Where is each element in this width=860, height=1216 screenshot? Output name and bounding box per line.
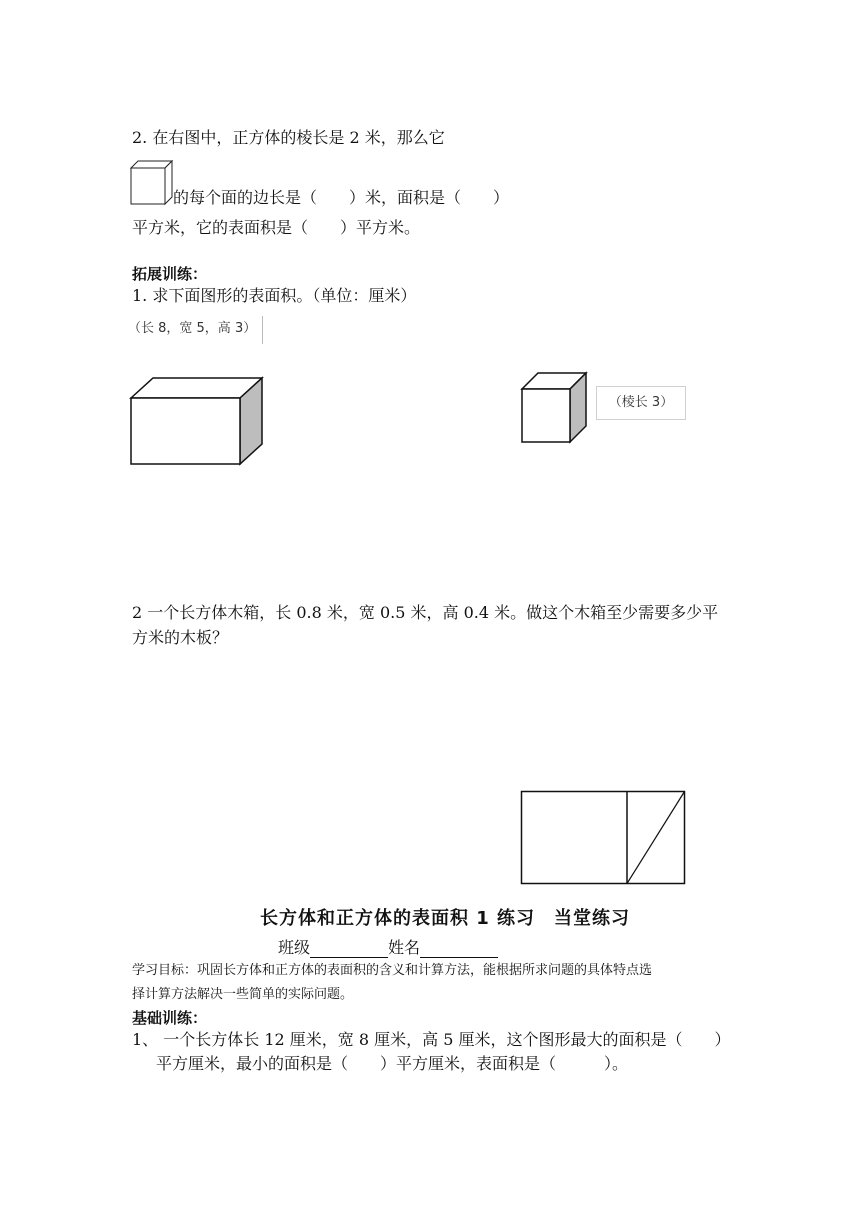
goal-line1: 学习目标：巩固长方体和正方体的表面积的含义和计算方法，能根据所求问题的具体特点选 [132,963,653,978]
basic-q1-line1: 1、 一个长方体长 12 厘米，宽 8 厘米，高 5 厘米，这个图形最大的面积是（ ） [132,1030,731,1049]
basic-heading: 基础训练： [132,1009,208,1027]
goal-line2: 择计算方法解决一些简单的实际问题。 [132,987,354,1002]
class-label: 班级 [278,938,311,957]
name-label: 姓名 [388,938,421,957]
divided-rectangle-figure [520,790,686,886]
small-cube-figure [130,160,174,206]
class-name-row [278,938,498,958]
cube-edge-label: （棱长 3） [596,386,686,420]
extend-heading: 拓展训练： [132,265,208,283]
cuboid-figure [129,376,265,468]
q2-line2: 的每个面的边长是（ ）米，面积是（ ） [173,188,510,207]
q2-line1: 2. 在右图中，正方体的棱长是 2 米，那么它 [132,128,445,147]
extend-q2-line1: 2 一个长方体木箱，长 0.8 米，宽 0.5 米，高 0.4 米。做这个木箱至少需要多少平 [132,603,719,622]
extend-q2-line2: 方米的木板？ [132,628,229,647]
cuboid-dimension-label: （长 8，宽 5，高 3） [128,316,263,344]
name-blank[interactable] [420,939,498,958]
extend-q1: 1. 求下面图形的表面积。（单位：厘米） [132,286,417,305]
q2-line3: 平方米，它的表面积是（ ）平方米。 [132,218,421,237]
basic-q1-line2: 平方厘米，最小的面积是（ ）平方厘米，表面积是（ ）。 [156,1054,629,1073]
cube-figure [520,371,588,445]
class-blank[interactable] [310,939,388,958]
worksheet-title: 长方体和正方体的表面积 1 练习 当堂练习 [259,908,631,929]
